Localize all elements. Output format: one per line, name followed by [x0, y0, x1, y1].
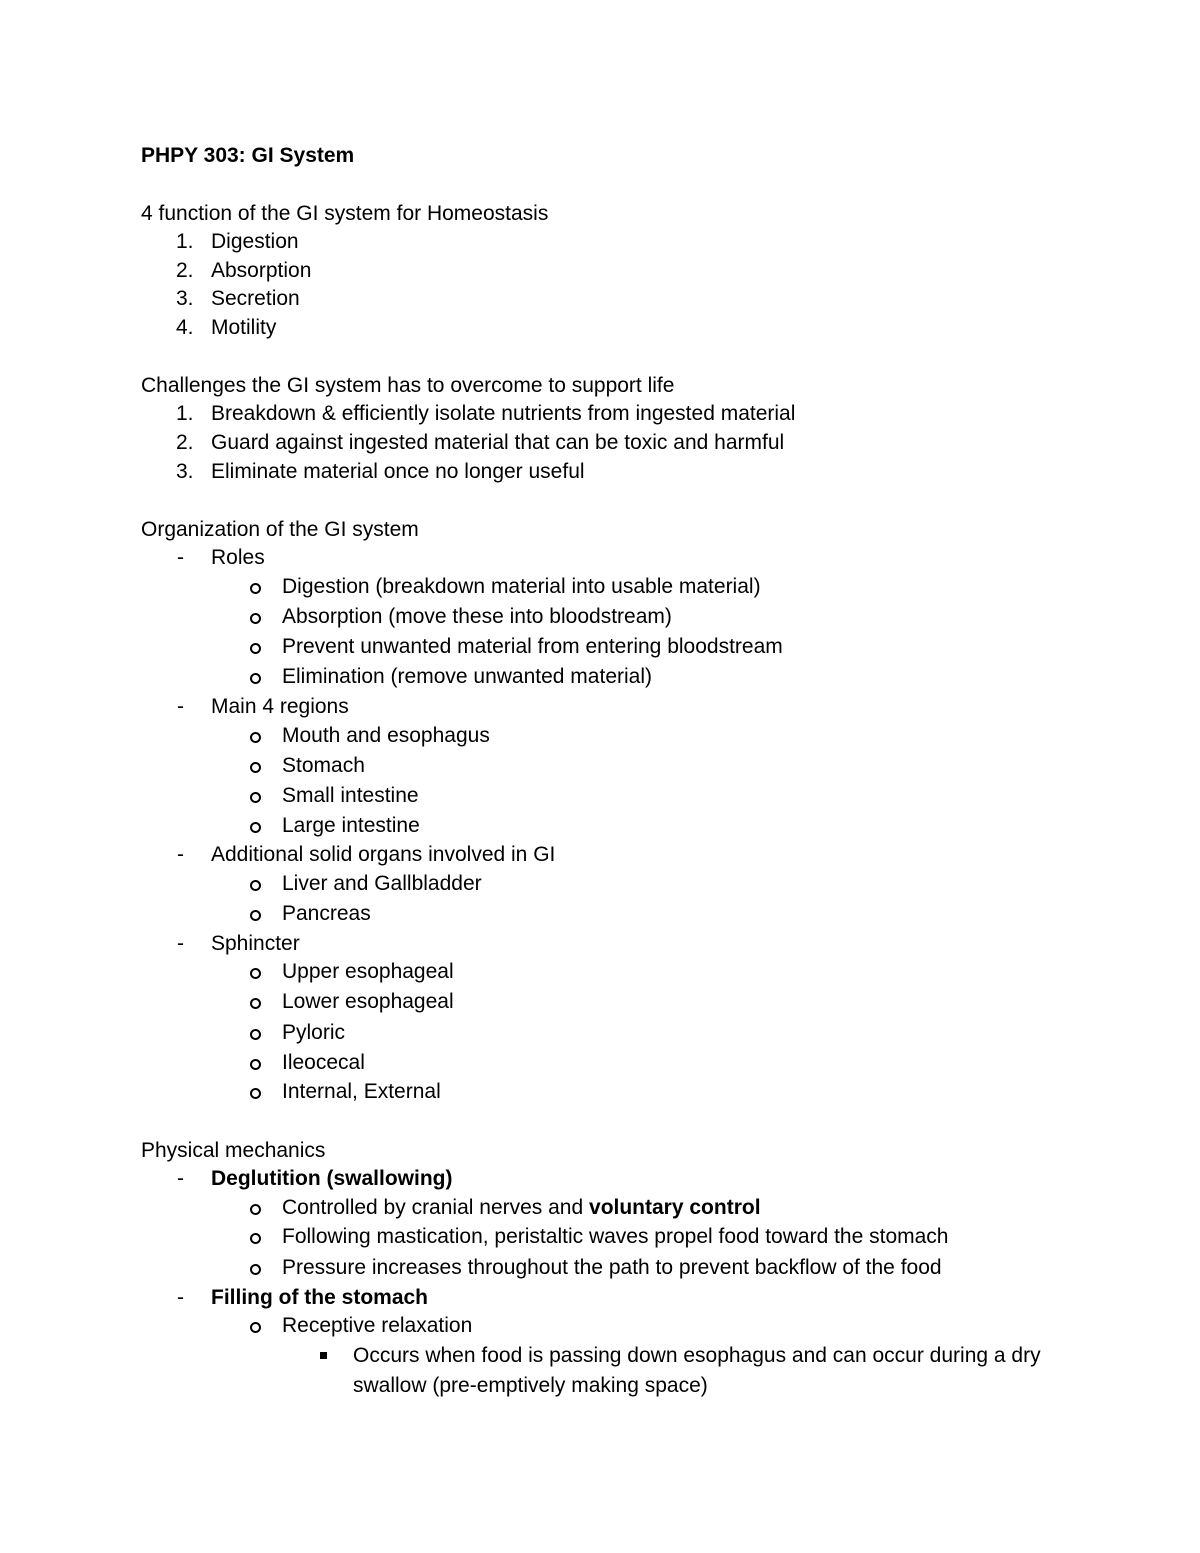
circle-bullet-icon: [250, 998, 261, 1009]
list-item: Eliminate material once no longer useful: [211, 460, 585, 483]
list-item: Receptive relaxation: [282, 1314, 473, 1337]
list-item: Pancreas: [282, 902, 371, 925]
circle-bullet-icon: [250, 1233, 261, 1244]
challenges-heading: Challenges the GI system has to overcome to support life: [141, 374, 675, 397]
square-bullet-icon: [320, 1352, 327, 1359]
group-label: Main 4 regions: [211, 695, 349, 718]
list-item: Digestion (breakdown material into usable material): [282, 575, 761, 598]
sub-list-item-line: Occurs when food is passing down esophagus and can occur during a dry: [353, 1344, 1041, 1367]
organization-heading: Organization of the GI system: [141, 518, 419, 541]
list-number: 1.: [176, 230, 194, 253]
list-item: Ileocecal: [282, 1051, 365, 1074]
circle-bullet-icon: [250, 732, 261, 743]
item-bold-text: voluntary control: [589, 1196, 761, 1219]
group-label: Filling of the stomach: [211, 1286, 429, 1309]
circle-bullet-icon: [250, 1088, 261, 1099]
item-text: Controlled by cranial nerves and: [282, 1196, 590, 1219]
dash-bullet: -: [177, 1167, 184, 1190]
dash-bullet: -: [177, 546, 184, 569]
list-item: Secretion: [211, 287, 300, 310]
circle-bullet-icon: [250, 762, 261, 773]
circle-bullet-icon: [250, 583, 261, 594]
circle-bullet-icon: [250, 1204, 261, 1215]
list-number: 3.: [176, 460, 194, 483]
dash-bullet: -: [177, 695, 184, 718]
list-item: Motility: [211, 316, 277, 339]
list-item: Digestion: [211, 230, 299, 253]
dash-bullet: -: [177, 932, 184, 955]
list-item: Pressure increases throughout the path to prevent backflow of the food: [282, 1256, 942, 1279]
circle-bullet-icon: [250, 1264, 261, 1275]
circle-bullet-icon: [250, 643, 261, 654]
list-item: Lower esophageal: [282, 990, 454, 1013]
sub-list-item-line: swallow (pre-emptively making space): [353, 1374, 708, 1397]
circle-bullet-icon: [250, 1322, 261, 1333]
circle-bullet-icon: [250, 1059, 261, 1070]
functions-heading: 4 function of the GI system for Homeostasis: [141, 202, 549, 225]
list-number: 2.: [176, 259, 194, 282]
list-item: Large intestine: [282, 814, 420, 837]
list-number: 3.: [176, 287, 194, 310]
group-label: Roles: [211, 546, 265, 569]
list-item: Upper esophageal: [282, 960, 454, 983]
list-item: Absorption: [211, 259, 312, 282]
list-number: 2.: [176, 431, 194, 454]
list-number: 4.: [176, 316, 194, 339]
list-item: Elimination (remove unwanted material): [282, 665, 652, 688]
list-item: Prevent unwanted material from entering bloodstream: [282, 635, 783, 658]
dash-bullet: -: [177, 1286, 184, 1309]
list-item: Absorption (move these into bloodstream): [282, 605, 672, 628]
group-label: Additional solid organs involved in GI: [211, 843, 556, 866]
circle-bullet-icon: [250, 910, 261, 921]
circle-bullet-icon: [250, 880, 261, 891]
circle-bullet-icon: [250, 792, 261, 803]
circle-bullet-icon: [250, 822, 261, 833]
list-number: 1.: [176, 402, 194, 425]
document-title: PHPY 303: GI System: [141, 144, 355, 167]
circle-bullet-icon: [250, 673, 261, 684]
dash-bullet: -: [177, 843, 184, 866]
group-label: Deglutition (swallowing): [211, 1167, 453, 1190]
circle-bullet-icon: [250, 968, 261, 979]
mechanics-heading: Physical mechanics: [141, 1139, 326, 1162]
list-item: Small intestine: [282, 784, 419, 807]
list-item: Internal, External: [282, 1080, 441, 1103]
list-item: Breakdown & efficiently isolate nutrients from ingested material: [211, 402, 796, 425]
list-item: Following mastication, peristaltic waves propel food toward the stomach: [282, 1225, 949, 1248]
list-item: Liver and Gallbladder: [282, 872, 482, 895]
list-item: Guard against ingested material that can be toxic and harmful: [211, 431, 785, 454]
group-label: Sphincter: [211, 932, 300, 955]
list-item: Mouth and esophagus: [282, 724, 490, 747]
circle-bullet-icon: [250, 1029, 261, 1040]
circle-bullet-icon: [250, 613, 261, 624]
list-item: [282, 1195, 761, 1221]
list-item: Stomach: [282, 754, 365, 777]
list-item: Pyloric: [282, 1021, 346, 1044]
